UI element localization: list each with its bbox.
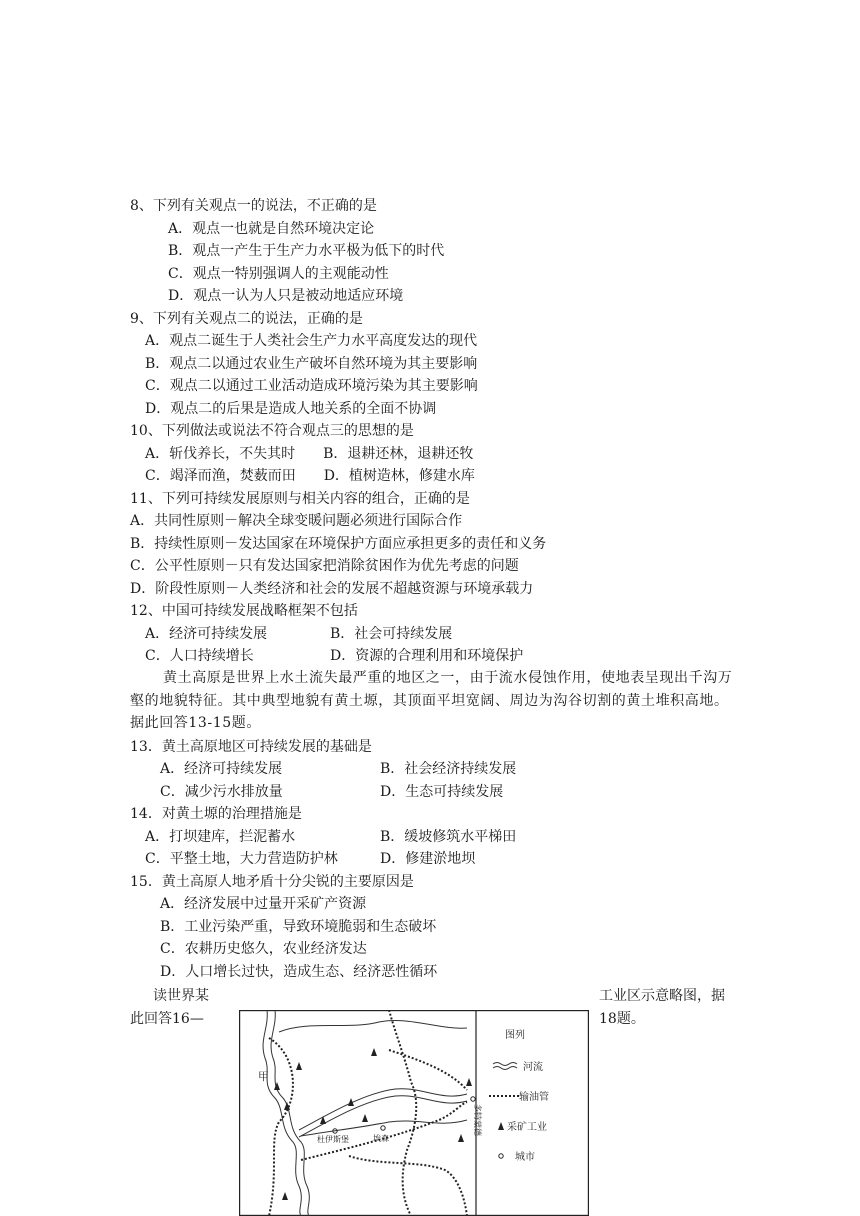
question-13-option-d: D．生态可持续发展: [380, 784, 504, 800]
question-12-option-d: D．资源的合理利用和环境保护: [330, 648, 524, 664]
question-9-option-b: B．观点二以通过农业生产破坏自然环境为其主要影响: [145, 356, 478, 372]
question-9-stem: 9、下列有关观点二的说法，正确的是: [130, 311, 363, 327]
question-8-option-a: A．观点一也就是自然环境决定论: [168, 221, 375, 237]
reading-passage: 黄土高原是世界上水土流失最严重的地区之一，由于流水侵蚀作用，使地表呈现出千沟万壑的地貌特征。其中典型地貌有黄土塬，其顶面平坦宽阔、周边为沟谷切割的黄土堆积高地。据此回答13-15题。: [130, 670, 733, 731]
question-11-option-d: D．阶段性原则－人类经济和社会的发展不超越资源与环境承载力: [130, 581, 534, 597]
question-15-stem: 15．黄土高原人地矛盾十分尖锐的主要原因是: [130, 874, 414, 890]
question-9-option-a: A．观点二诞生于人类社会生产力水平高度发达的现代: [145, 333, 478, 349]
question-12-option-b: B．社会可持续发展: [330, 626, 453, 642]
question-10-options-row-1: A．斩伐养长，不失其时 B．退耕还林，退耕还牧: [145, 446, 474, 462]
legend-city-label: 城市: [515, 1152, 535, 1163]
label-jia: 甲: [258, 1070, 269, 1083]
question-13-option-b: B．社会经济持续发展: [380, 761, 517, 777]
question-15-option-c: C．农耕历史悠久，农业经济发达: [160, 941, 367, 957]
question-11-option-b: B．持续性原则－发达国家在环境保护方面应承担更多的责任和义务: [130, 536, 547, 552]
question-9-option-d: D．观点二的后果是造成人地关系的全面不协调: [145, 401, 437, 417]
question-10-stem: 10、下列做法或说法不符合观点三的思想的是: [130, 423, 414, 439]
label-duisburg: 杜伊斯堡: [317, 1135, 349, 1144]
map-frame: [240, 1011, 589, 1216]
question-14-option-b: B．缓坡修筑水平梯田: [380, 829, 517, 845]
map-intro-right-1: 工业区示意略图，据: [599, 988, 725, 1004]
question-8-option-b: B．观点一产生于生产力水平极为低下的时代: [168, 243, 445, 259]
question-11-option-a: A．共同性原则－解决全球变暖问题必须进行国际合作: [130, 513, 463, 529]
question-10-options-row-2: C．竭泽而渔，焚薮而田 D．植树造林，修建水库: [145, 468, 475, 484]
label-essen: 埃森: [373, 1134, 389, 1143]
question-8-stem: 8、下列有关观点一的说法，不正确的是: [130, 198, 377, 214]
question-14-option-a: A．打坝建库，拦泥蓄水: [145, 829, 296, 845]
question-12-stem: 12、中国可持续发展战略框架不包括: [130, 603, 358, 619]
legend-mining-label: 采矿工业: [507, 1122, 547, 1133]
question-12-option-a: A．经济可持续发展: [145, 626, 268, 642]
industrial-region-map: [239, 1010, 589, 1216]
legend-pipeline-label: 输油管: [519, 1092, 549, 1103]
question-15-option-d: D．人口增长过快，造成生态、经济恶性循环: [160, 964, 438, 980]
question-14-stem: 14．对黄土塬的治理措施是: [130, 806, 302, 822]
question-15-option-b: B．工业污染严重，导致环境脆弱和生态破坏: [160, 919, 437, 935]
map-intro-right-2: 18题。: [599, 1011, 645, 1027]
legend-title: 图列: [505, 1030, 525, 1041]
question-15-option-a: A．经济发展中过量开采矿产资源: [160, 896, 367, 912]
question-13-stem: 13．黄土高原地区可持续发展的基础是: [130, 739, 372, 755]
question-11-option-c: C．公平性原则－只有发达国家把消除贫困作为优先考虑的问题: [130, 558, 519, 574]
question-11-stem: 11、下列可持续发展原则与相关内容的组合，正确的是: [130, 491, 470, 507]
legend-river-label: 河流: [523, 1062, 543, 1073]
map-intro-left-1: 读世界某: [153, 988, 209, 1004]
question-14-option-d: D．修建淤地坝: [380, 851, 476, 867]
question-14-option-c: C．平整土地，大力营造防护林: [145, 851, 338, 867]
question-13-option-a: A．经济可持续发展: [160, 761, 283, 777]
question-8-option-d: D．观点一认为人只是被动地适应环境: [168, 288, 404, 304]
label-dortmund: 多特蒙德: [473, 1104, 482, 1136]
question-8-option-c: C．观点一特别强调人的主观能动性: [168, 266, 389, 282]
question-13-option-c: C．减少污水排放量: [160, 784, 283, 800]
map-intro-left-2: 此回答16—: [130, 1011, 204, 1027]
question-12-option-c: C．人口持续增长: [145, 648, 254, 664]
question-9-option-c: C．观点二以通过工业活动造成环境污染为其主要影响: [145, 378, 478, 394]
